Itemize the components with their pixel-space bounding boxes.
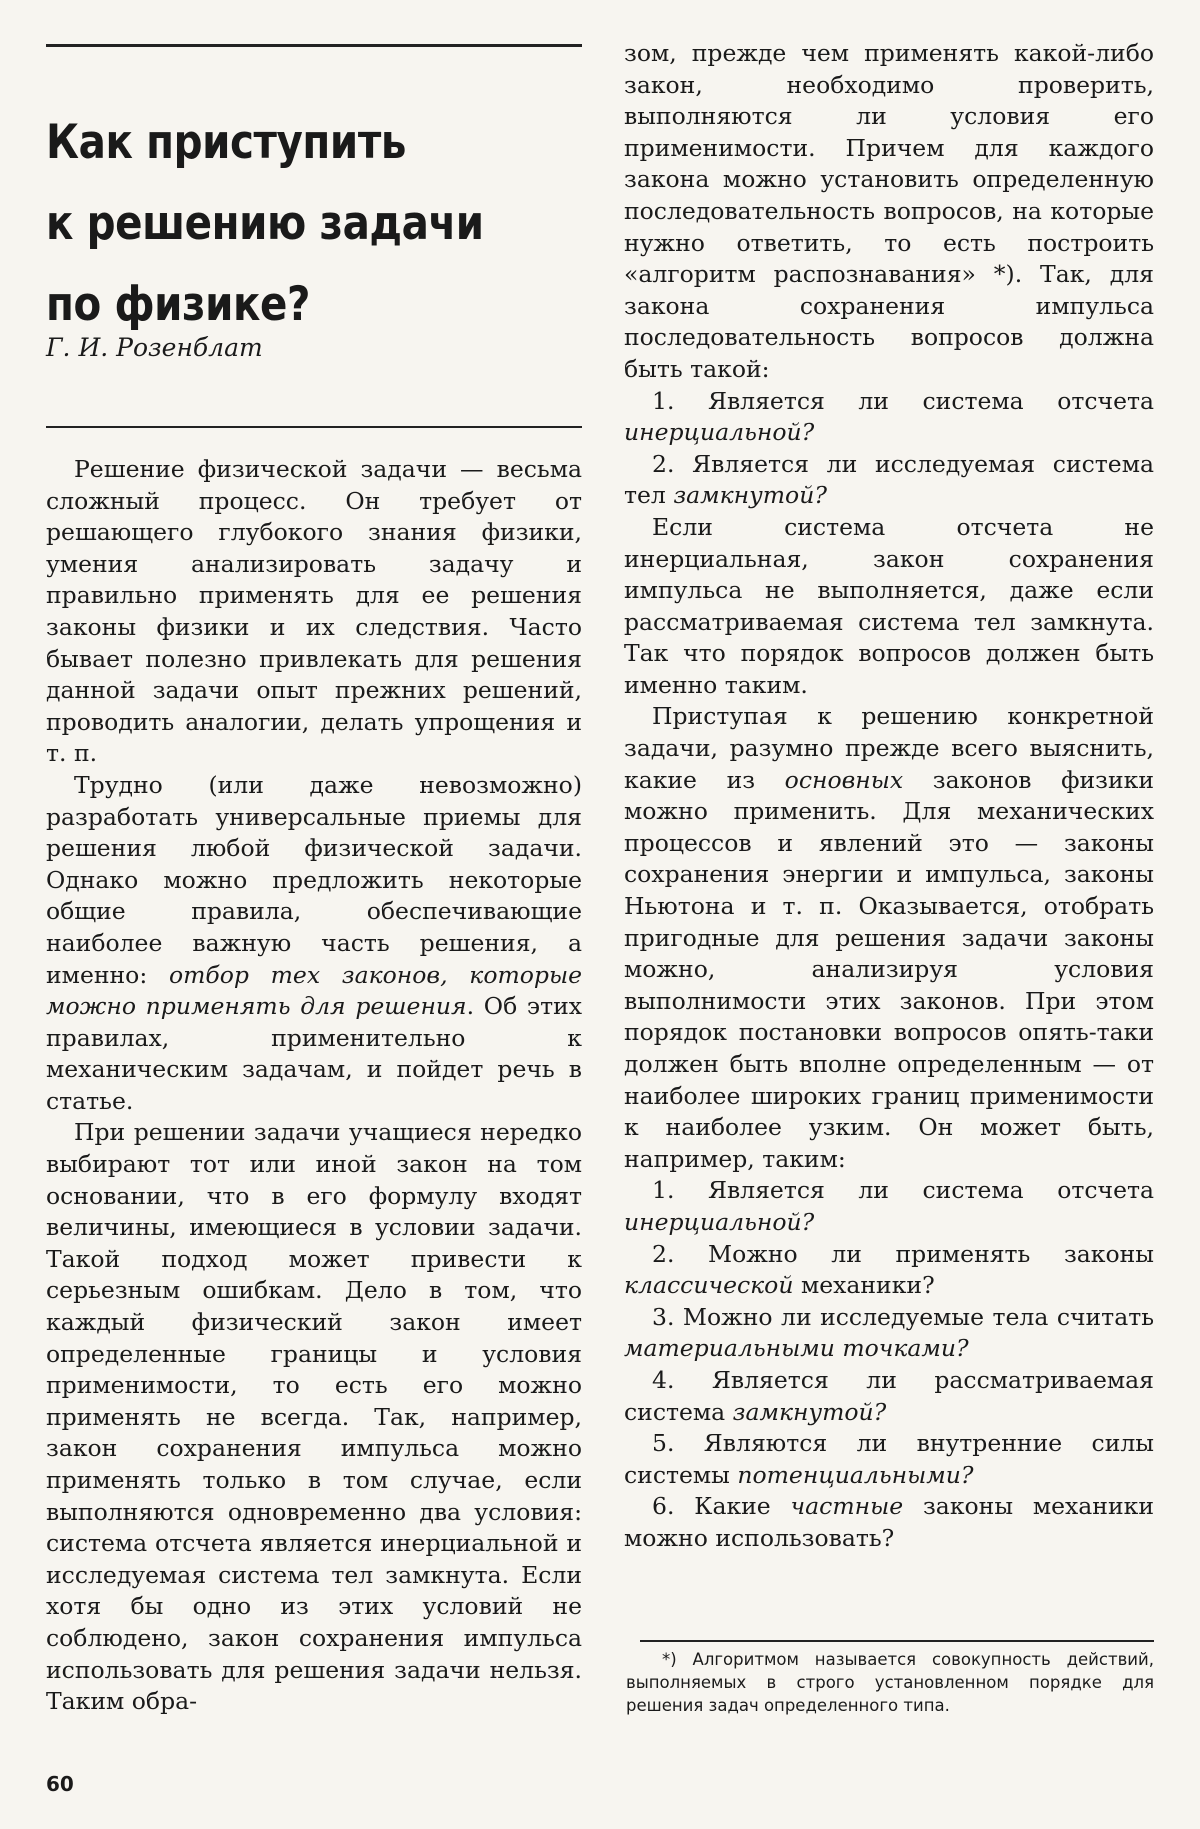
page-number: 60 xyxy=(46,1772,74,1796)
left-column xyxy=(46,454,582,1718)
paragraph-conditions: При решении задачи учащиеся нередко выбирают тот или иной закон на том основании, что в его формулу входят величины, имеющиеся в условии задачи. Такой подход может привести к серьезным ошибкам. Дело в том, что каждый физический закон имеет определенные границы и условия применимости, то есть его можно применять не всегда. Так, например, закон сохранения импульса можно применять только в том случае, если выполняются одновременно два условия: система отсчета является инерциальной и исследуемая система тел замкнута. Если хотя бы одно из этих условий не соблюдено, закон сохранения импульса использовать для решения задачи нельзя. Таким обра- xyxy=(46,1118,582,1716)
list-item-3: 3. Можно ли исследуемые тела считать материальными точками? xyxy=(624,1302,1154,1363)
paragraph-continuation: зом, прежде чем применять какой-либо закон, необходимо проверить, выполняются ли условия его применимости. Причем для каждого закона можно установить определенную последовательность вопросов, на которые нужно ответить, то есть построить «алгоритм распознавания» *). Так, для закона сохранения импульса последовательность вопросов должна быть такой: xyxy=(624,39,1154,383)
question-1: 1. Является ли система отсчета инерциальной? xyxy=(624,386,1154,447)
title-line-3: по физике? xyxy=(46,277,311,332)
title-separator-rule xyxy=(46,426,582,428)
title-line-1: Как приступить xyxy=(46,115,406,170)
paragraph-rules: Трудно (или даже невозможно) разработать универсальные приемы для решения любой физической задачи. Однако можно предложить некоторые общие правила, обеспечивающие наиболее важную часть решения, а именно: отбор тех законов, которые можно применять для решения. Об этих правилах, применительно к механическим задачам, и пойдет речь в статье. xyxy=(46,770,582,1115)
paragraph-approach: Приступая к решению конкретной задачи, разумно прежде всего выяснить, какие из основных законов физики можно применить. Для механических процессов и явлений это — законы сохранения энергии и импульса, законы Ньютона и т. п. Оказывается, отобрать пригодные для решения задачи законы можно, анализируя условия выполнимости этих законов. При этом порядок постановки вопросов опять-таки должен быть вполне определенным — от наиболее широких границ применимости к наиболее узким. Он может быть, например, таким: xyxy=(624,702,1154,1173)
footnote-rule xyxy=(640,1640,1154,1642)
list-item-1: 1. Является ли система отсчета инерциальной? xyxy=(624,1176,1154,1236)
article-author: Г. И. Розенблат xyxy=(46,333,263,362)
list-item-5: 5. Являются ли внутренние силы системы потенциальными? xyxy=(624,1429,1154,1489)
footnote-text: *) Алгоритмом называется совокупность действий, выполняемых в строго установленном порядке для решения задач определенного типа. xyxy=(626,1650,1154,1715)
list-item-2: 2. Можно ли применять законы классической механики? xyxy=(624,1239,1154,1300)
list-item-6: 6. Какие частные законы механики можно использовать? xyxy=(624,1492,1154,1552)
question-2: 2. Является ли исследуемая система тел замкнутой? xyxy=(624,449,1154,510)
paragraph-intro: Решение физической задачи — весьма сложный процесс. Он требует от решающего глубокого знания физики, умения анализировать задачу и правильно применять для ее решения законы физики и их следствия. Часто бывает полезно привлекать для решения данной задачи опыт прежних решений, проводить аналогии, делать упрощения и т. п. xyxy=(46,455,582,768)
title-line-2: к решению задачи xyxy=(46,196,484,251)
header-rule xyxy=(46,44,582,47)
emphasis-law-selection: отбор тех законов, которые можно применять для решения xyxy=(46,960,582,1021)
article-title xyxy=(46,102,507,345)
list-item-4: 4. Является ли рассматриваемая система замкнутой? xyxy=(624,1365,1154,1426)
right-column xyxy=(624,38,1154,1555)
footnote xyxy=(626,1648,1154,1717)
paragraph-order: Если система отсчета не инерциальная, закон сохранения импульса не выполняется, даже если рассматриваемая система тел замкнута. Так что порядок вопросов должен быть именно таким. xyxy=(624,512,1154,699)
